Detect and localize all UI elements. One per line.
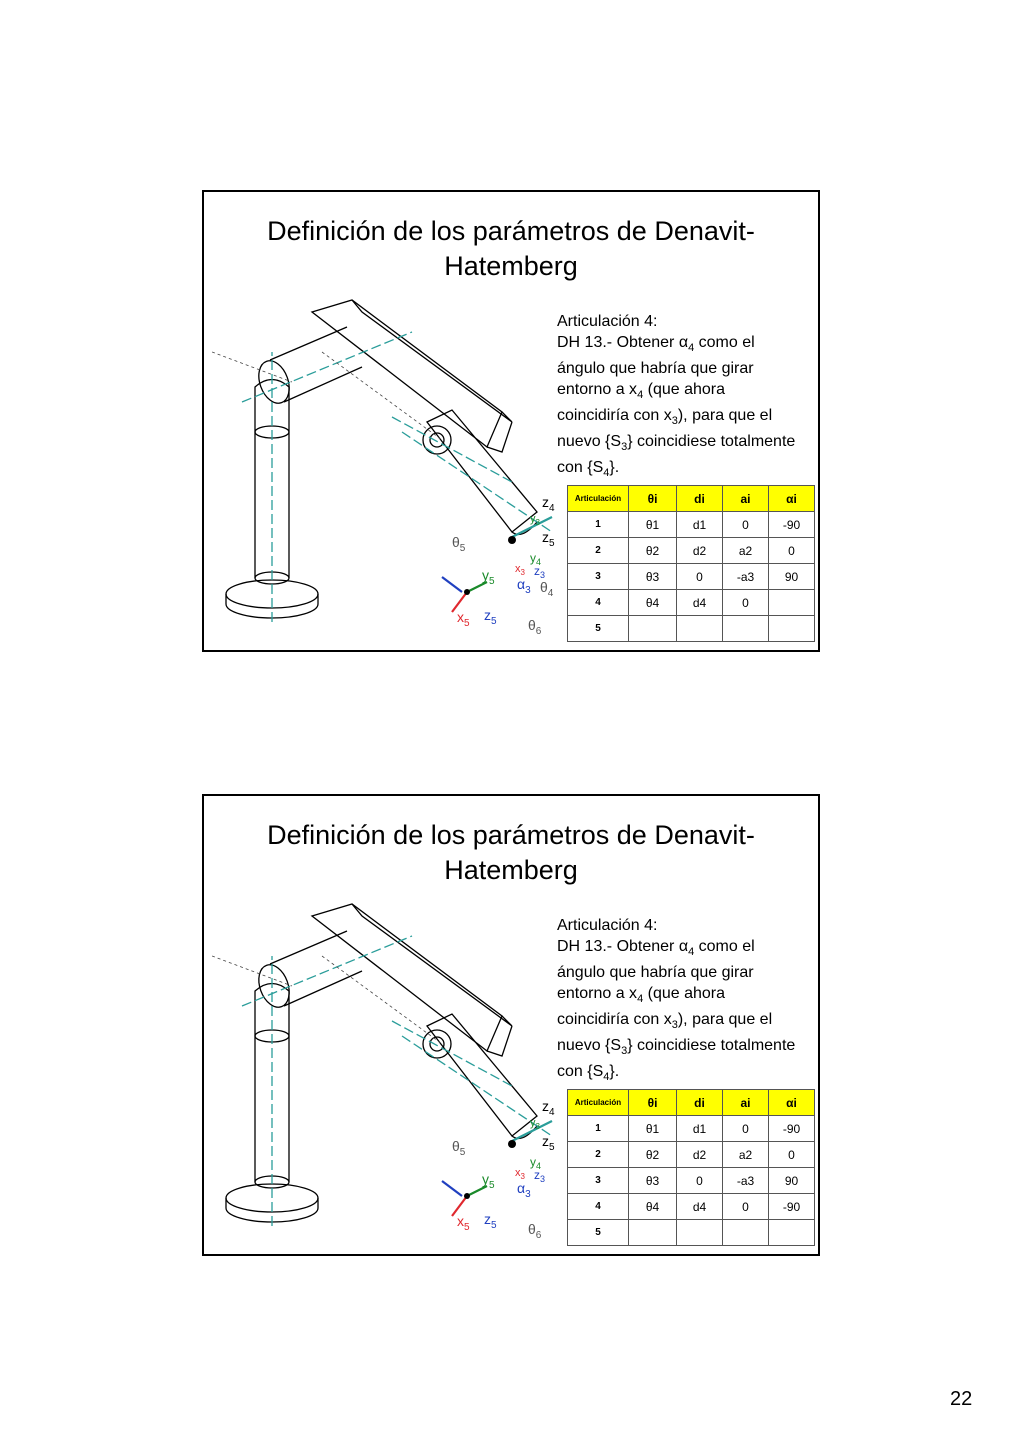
robot-arm-diagram <box>212 292 557 642</box>
dh-parameter-table <box>567 1089 815 1246</box>
table-row: 1 θ1 d1 0 -90 <box>568 512 815 538</box>
slide-title <box>204 214 818 284</box>
desc-line: coincidiría con $x_3$), para que el <box>557 406 773 427</box>
table-header-row <box>568 1090 815 1116</box>
z4-label: $z_4$ <box>542 1098 555 1118</box>
alpha3-label: $\alpha_3$ <box>517 576 531 596</box>
desc-line: ángulo que habría que girar <box>557 359 754 377</box>
desc-line: DH 13.- Obtener $\alpha_4$ como el <box>557 937 755 958</box>
table-row: 3 θ3 0 -a3 90 <box>568 1168 815 1194</box>
z3-label: $z_3$ <box>534 564 546 580</box>
table-row: 1 θ1 d1 0 -90 <box>568 1116 815 1142</box>
header-cell: di <box>677 1090 723 1116</box>
header-cell: θi <box>629 1090 677 1116</box>
desc-line: Articulación 4: <box>557 313 658 330</box>
desc-line: nuevo $\{S_3\}$ coincidiese totalmente <box>557 432 796 453</box>
z3-label: $z_3$ <box>534 1168 546 1184</box>
x3-label: $x_3$ <box>515 563 525 577</box>
title-line-2: Hatemberg <box>444 855 578 885</box>
alpha3-label: $\alpha_3$ <box>517 1180 531 1200</box>
header-cell: θi <box>629 486 677 512</box>
desc-line: coincidiría con $x_3$), para que el <box>557 1010 773 1031</box>
header-cell: αi <box>769 1090 815 1116</box>
header-cell: ai <box>723 486 769 512</box>
table-row: 4 θ4 d4 0 -90 <box>568 1194 815 1220</box>
desc-line: Articulación 4: <box>557 917 658 934</box>
table-row: 4 θ4 d4 0 <box>568 590 815 616</box>
desc-line: con $\{S_4\}$. <box>557 1062 620 1083</box>
header-cell: αi <box>769 486 815 512</box>
table-row: 3 θ3 0 -a3 90 <box>568 564 815 590</box>
header-cell: di <box>677 486 723 512</box>
table-row: 2 θ2 d2 a2 0 <box>568 538 815 564</box>
y5-label: $y_5$ <box>482 1171 495 1191</box>
table-row: 5 <box>568 1220 815 1246</box>
y3-label: $y_3$ <box>530 1117 540 1131</box>
theta4-label: $\theta_4$ <box>540 579 554 599</box>
desc-line: entorno a $x_4$ (que ahora <box>557 984 726 1005</box>
title-line-1: Definición de los parámetros de Denavit- <box>267 820 755 850</box>
slide-1 <box>202 190 820 652</box>
y3-label: $y_3$ <box>530 513 540 527</box>
desc-line: nuevo $\{S_3\}$ coincidiese totalmente <box>557 1036 796 1057</box>
x5-label: $x_5$ <box>457 609 470 629</box>
z5b-label: $z_5$ <box>484 607 497 627</box>
x3-label: $x_3$ <box>515 1167 525 1181</box>
x5-label: $x_5$ <box>457 1213 470 1233</box>
header-cell: Articulación <box>568 1090 629 1116</box>
title-line-1: Definición de los parámetros de Denavit- <box>267 216 755 246</box>
y4-label: $y_4$ <box>530 1155 542 1171</box>
theta5-label: $\theta_5$ <box>452 1138 466 1158</box>
description <box>557 916 820 1088</box>
y4-label: $y_4$ <box>530 551 542 567</box>
slide-title <box>204 818 818 888</box>
page-number: 22 <box>950 1388 973 1410</box>
header-cell: Articulación <box>568 486 629 512</box>
theta6-label: $\theta_6$ <box>528 617 542 637</box>
table-header-row <box>568 486 815 512</box>
dh-parameter-table <box>567 485 815 642</box>
theta6-label: $\theta_6$ <box>528 1221 542 1241</box>
robot-arm-diagram <box>212 896 557 1246</box>
z5-label: $z_5$ <box>542 529 555 549</box>
title-line-2: Hatemberg <box>444 251 578 281</box>
desc-line: ángulo que habría que girar <box>557 963 754 981</box>
z5b-label: $z_5$ <box>484 1211 497 1231</box>
table-row: 2 θ2 d2 a2 0 <box>568 1142 815 1168</box>
table-row: 5 <box>568 616 815 642</box>
y5-label: $y_5$ <box>482 567 495 587</box>
theta5-label: $\theta_5$ <box>452 534 466 554</box>
description <box>557 312 820 484</box>
desc-line: con $\{S_4\}$. <box>557 458 620 479</box>
desc-line: DH 13.- Obtener $\alpha_4$ como el <box>557 333 755 354</box>
desc-line: entorno a $x_4$ (que ahora <box>557 380 726 401</box>
z5-label: $z_5$ <box>542 1133 555 1153</box>
slide-2 <box>202 794 820 1256</box>
z4-label: $z_4$ <box>542 494 555 514</box>
header-cell: ai <box>723 1090 769 1116</box>
